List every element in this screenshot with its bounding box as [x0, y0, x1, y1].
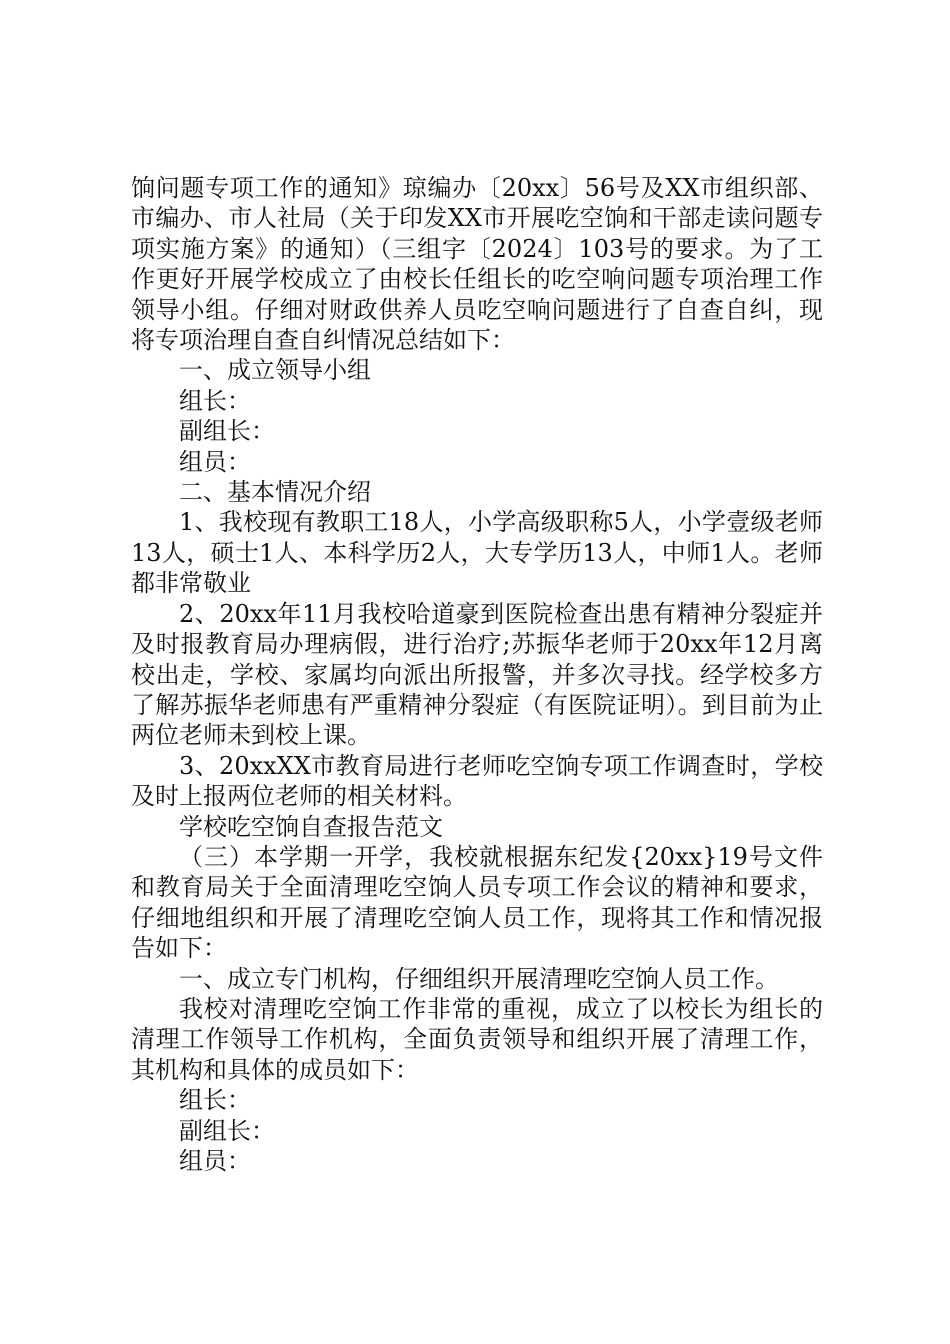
- section-heading-basic-info: 二、基本情况介绍: [179, 478, 371, 507]
- document-body: [131, 173, 823, 1176]
- deputy-leader-line: 副组长：: [179, 417, 275, 446]
- section-heading-organization: 一、成立专门机构，仔细组织开展清理吃空饷人员工作。: [179, 964, 779, 993]
- basic-info-item-2: 2、20xx年11月我校哈道豪到医院检查出患有精神分裂症并及时报教育局办理病假，进行治疗;苏振华老师于20xx年12月离校出走，学校、家属均向派出所报警，并多次寻找。经学校多方了解苏振华老师患有严重精神分裂症（有医院证明）。到目前为止两位老师未到校上课。: [131, 599, 823, 750]
- deputy-leader-line-2: 副组长：: [179, 1116, 275, 1145]
- group-leader-line: 组长：: [179, 386, 251, 415]
- basic-info-item-3: 3、20xxXX市教育局进行老师吃空饷专项工作调查时，学校及时上报两位老师的相关材料。: [131, 751, 823, 811]
- members-line-2: 组员：: [179, 1147, 251, 1175]
- group-leader-line-2: 组长：: [179, 1086, 251, 1115]
- intro-paragraph: 饷问题专项工作的通知》琼编办〔20xx〕56号及XX市组织部、市编办、市人社局（关于印发XX市开展吃空饷和干部走读问题专项实施方案》的通知）（三组字〔2024〕103号的要求。为了工作更好开展学校成立了由校长任组长的吃空响问题专项治理工作领导小组。仔细对财政供养人员吃空响问题进行了自查自纠，现将专项治理自查自纠情况总结如下：: [131, 174, 823, 355]
- members-line: 组员：: [179, 447, 251, 476]
- section-heading-leadership-group: 一、成立领导小组: [179, 356, 371, 385]
- basic-info-item-1: 1、我校现有教职工18人，小学高级职称5人，小学壹级老师13人，硕士1人、本科学历2人，大专学历13人，中师1人。老师都非常敬业: [131, 508, 823, 598]
- report-title: 学校吃空饷自查报告范文: [179, 812, 443, 841]
- report-intro-paragraph: （三）本学期一开学，我校就根据东纪发{20xx}19号文件和教育局关于全面清理吃空饷人员专项工作会议的精神和要求，仔细地组织和开展了清理吃空饷人员工作，现将其工作和情况报告如下：: [131, 842, 823, 963]
- organization-paragraph: 我校对清理吃空饷工作非常的重视，成立了以校长为组长的清理工作领导工作机构，全面负责领导和组织开展了清理工作，其机构和具体的成员如下：: [131, 994, 823, 1084]
